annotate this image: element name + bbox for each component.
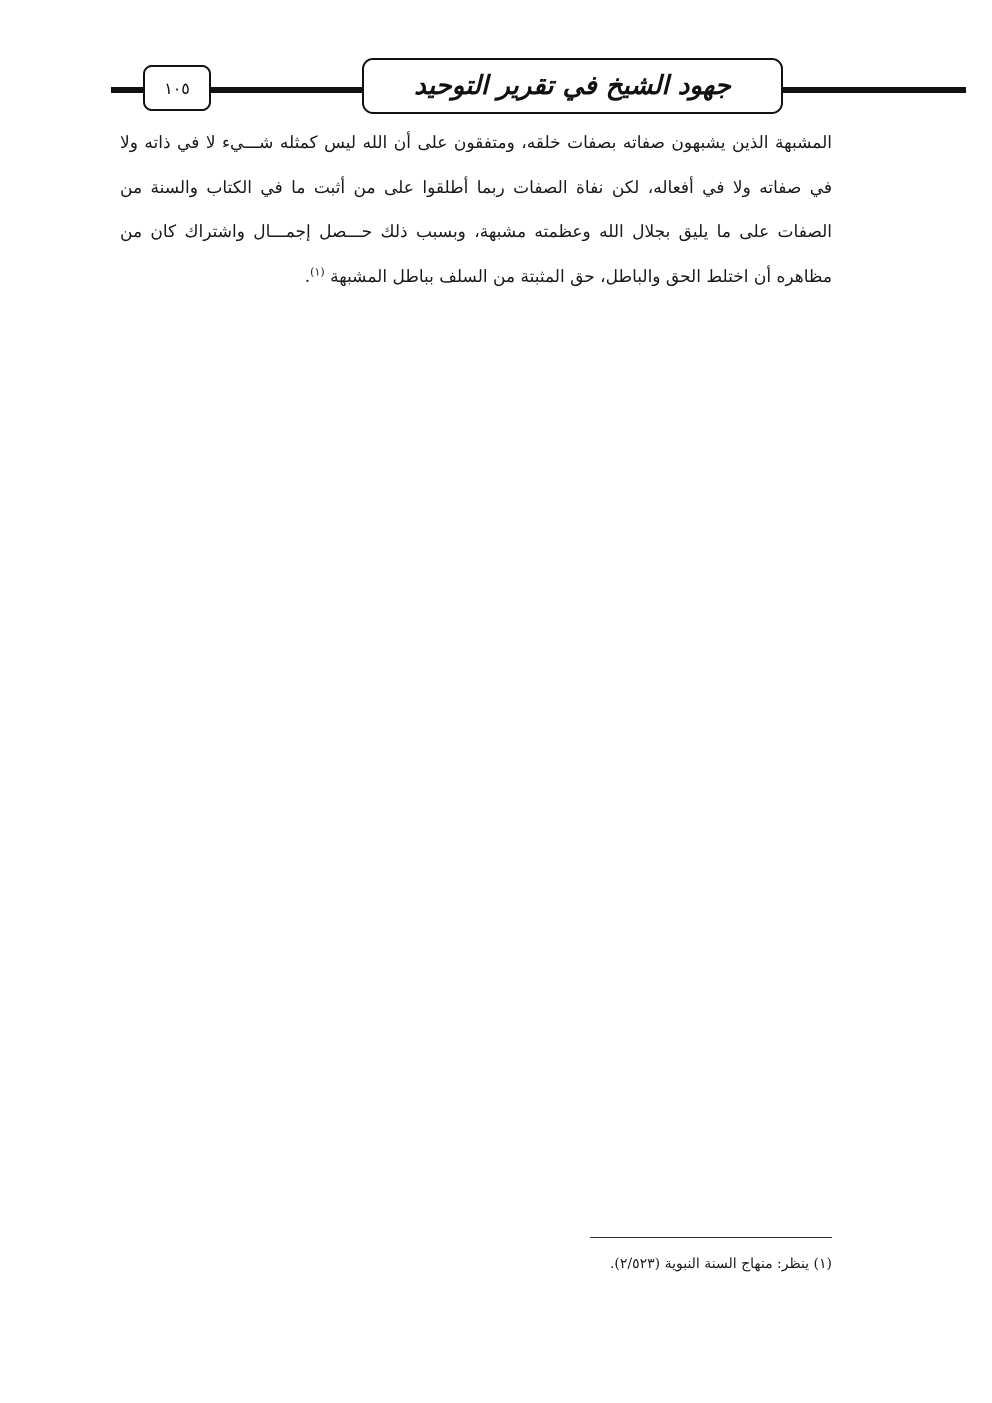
running-title: جهود الشيخ في تقرير التوحيد bbox=[414, 71, 731, 101]
footnote-1: (١) ينظر: منهاج السنة النبوية (٢/٥٢٣). bbox=[609, 1256, 832, 1272]
running-title-box bbox=[362, 58, 783, 114]
footnote-separator bbox=[590, 1237, 832, 1238]
paragraph-end: . bbox=[304, 266, 311, 287]
page-number: ١٠٥ bbox=[164, 78, 190, 98]
body-paragraph bbox=[120, 121, 832, 299]
paragraph-text: المشبهة الذين يشبهون صفاته بصفات خلقه، ومتفقون على أن الله ليس كمثله شـــيء لا في ذاته ولا في صفاته ولا في أفعاله، لكن نفاة الصفات ربما أطلقوا على من أثبت ما في الكتاب والسنة من الصفات على ما يليق بجلال الله وعظمته مشبهة، وبسبب ذلك حـــصل إجمـــال واشتراك كان من مظاهره أن اختلط الحق والباطل، حق المثبتة من السلف بباطل المشبهة bbox=[120, 133, 832, 287]
footnote-reference: (١) bbox=[310, 264, 325, 278]
page-number-box bbox=[143, 65, 211, 111]
